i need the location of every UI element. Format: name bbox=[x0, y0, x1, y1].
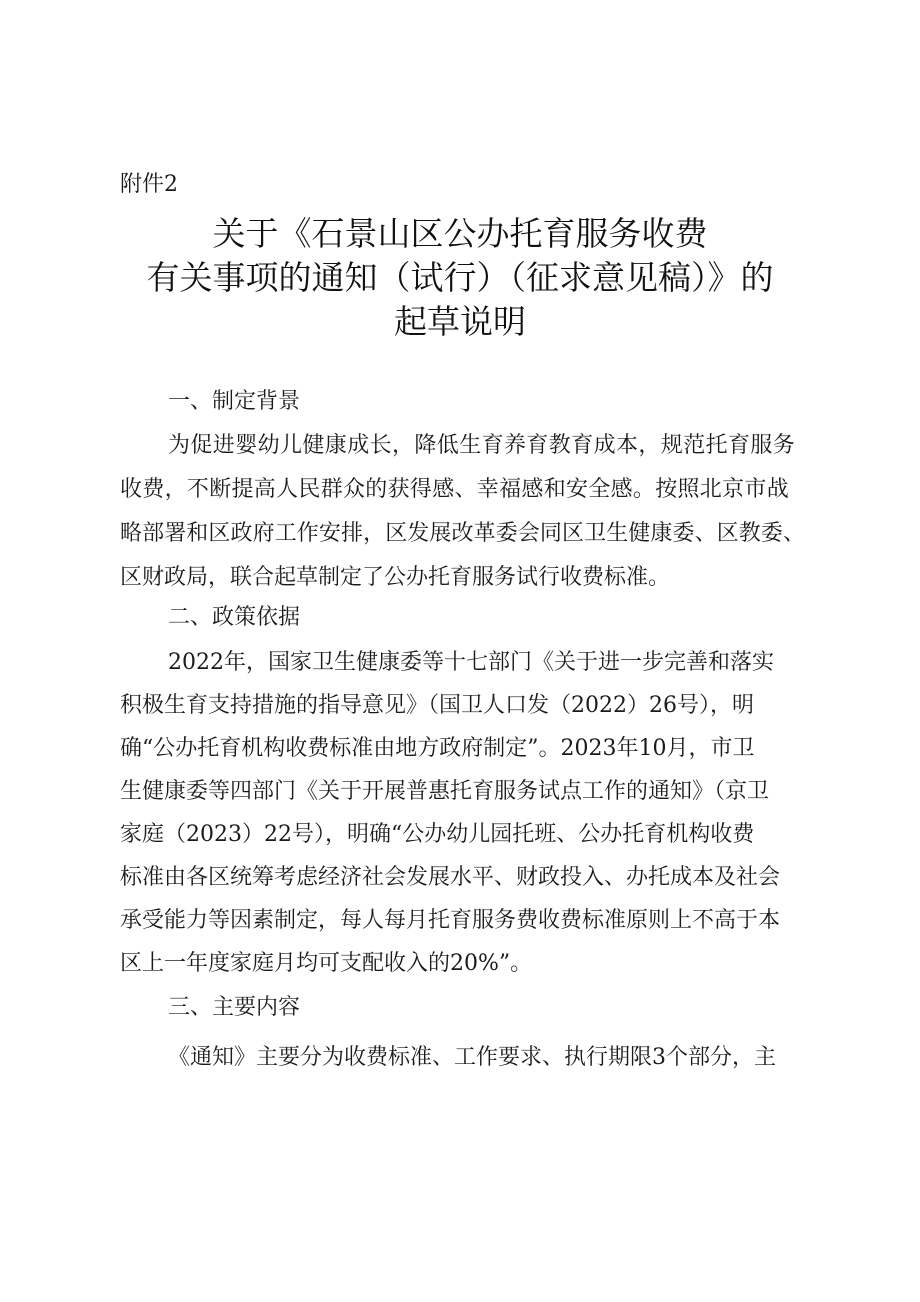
section-heading-main-content: 三、主要内容 bbox=[168, 995, 301, 1020]
paragraph-line: 为促进婴幼儿健康成长，降低生育养育教育成本，规范托育服务 bbox=[168, 433, 796, 458]
paragraph-line: 确“公办托育机构收费标准由地方政府制定”。2023年10月，市卫 bbox=[120, 736, 755, 761]
section-heading-background: 一、制定背景 bbox=[168, 389, 301, 414]
paragraph-line: 区财政局，联合起草制定了公办托育服务试行收费标准。 bbox=[120, 565, 671, 590]
paragraph-line: 2022年，国家卫生健康委等十七部门《关于进一步完善和落实 bbox=[168, 650, 774, 675]
paragraph-line: 《通知》主要分为收费标准、工作要求、执行期限3个部分，主 bbox=[168, 1045, 776, 1070]
paragraph-line: 积极生育支持措施的指导意见》（国卫人口发（2022）26号），明 bbox=[120, 693, 754, 718]
paragraph-line: 标准由各区统筹考虑经济社会发展水平、财政投入、办托成本及社会 bbox=[120, 865, 781, 890]
section-heading-policy-basis: 二、政策依据 bbox=[168, 605, 301, 630]
paragraph-line: 略部署和区政府工作安排，区发展改革委会同区卫生健康委、区教委、 bbox=[120, 521, 806, 546]
paragraph-line: 生健康委等四部门《关于开展普惠托育服务试点工作的通知》（京卫 bbox=[120, 779, 770, 804]
paragraph-line: 家庭（2023）22号），明确“公办幼儿园托班、公办托育机构收费 bbox=[120, 822, 755, 847]
paragraph-line: 收费，不断提高人民群众的获得感、幸福感和安全感。按照北京市战 bbox=[120, 477, 790, 502]
paragraph-line: 承受能力等因素制定，每人每月托育服务费收费标准原则上不高于本 bbox=[120, 908, 781, 933]
document-title-line-1: 关于《石景山区公办托育服务收费 bbox=[212, 214, 708, 253]
paragraph-line: 区上一年度家庭月均可支配收入的20%”。 bbox=[120, 951, 533, 976]
attachment-label: 附件2 bbox=[120, 172, 178, 197]
document-title-line-3: 起草说明 bbox=[394, 302, 526, 341]
document-title-line-2: 有关事项的通知（试行）（征求意见稿）》的 bbox=[146, 258, 774, 297]
